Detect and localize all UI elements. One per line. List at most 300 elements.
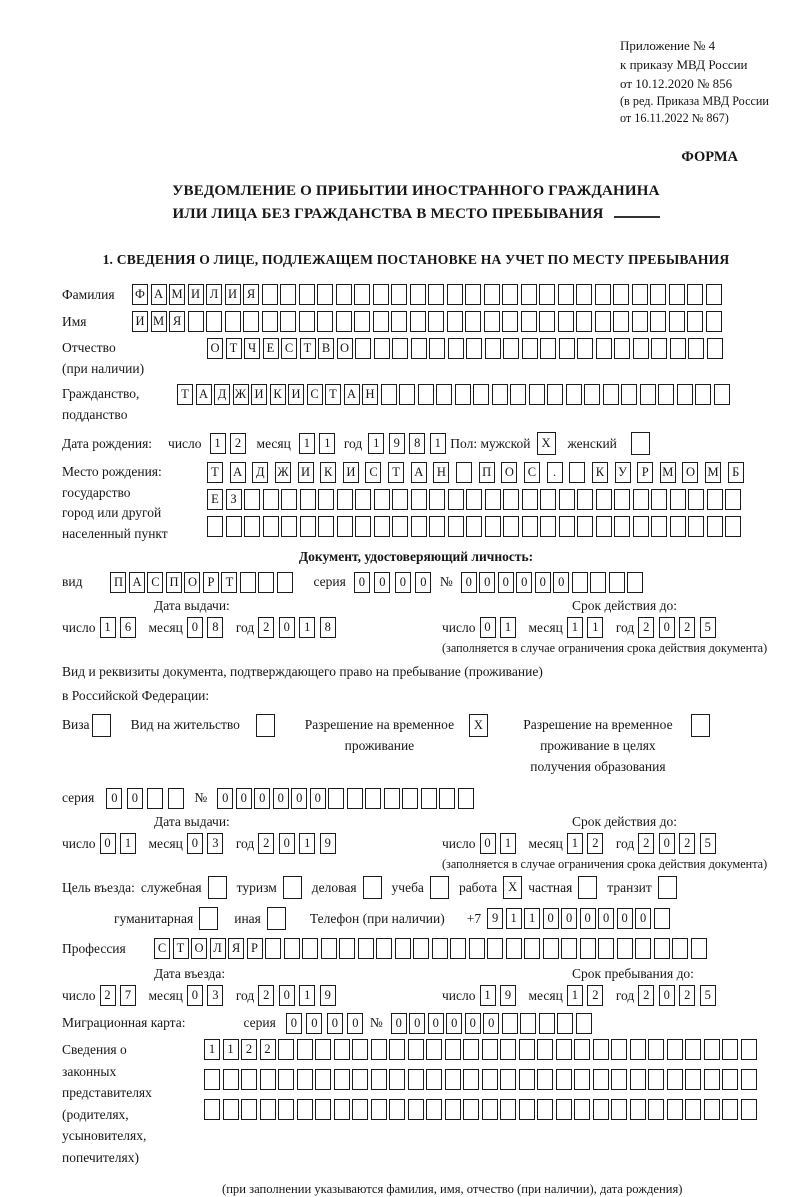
char-cell[interactable]: 2 [258, 833, 274, 854]
patronymic-cell[interactable]: О [207, 338, 223, 359]
char-cell[interactable] [576, 1013, 592, 1034]
profession-cell[interactable] [524, 938, 540, 959]
guardian-cell[interactable] [611, 1069, 627, 1090]
guardian-cell[interactable] [223, 1099, 239, 1120]
firstname-cell[interactable] [373, 311, 389, 332]
birthplace-cell[interactable] [651, 516, 667, 537]
citizenship-cell[interactable] [381, 384, 397, 405]
char-cell[interactable]: 2 [638, 617, 654, 638]
firstname-cell[interactable] [521, 311, 537, 332]
guardian-cell[interactable] [445, 1069, 461, 1090]
patronymic-cell[interactable] [448, 338, 464, 359]
guardian-cell[interactable]: 1 [204, 1039, 220, 1060]
firstname-cell[interactable] [650, 311, 666, 332]
birthplace-cell[interactable] [355, 489, 371, 510]
birth-day-cell[interactable]: 1 [210, 433, 226, 454]
guardian-cell[interactable] [463, 1069, 479, 1090]
birthplace-cell[interactable]: Б [728, 462, 744, 483]
guardian-cell[interactable] [278, 1039, 294, 1060]
firstname-cell[interactable] [595, 311, 611, 332]
doc-number-cell[interactable] [627, 572, 643, 593]
char-cell[interactable] [363, 876, 382, 899]
birthplace-cell[interactable]: Р [637, 462, 653, 483]
citizenship-cell[interactable] [492, 384, 508, 405]
char-cell[interactable]: 2 [258, 617, 274, 638]
phone-cell[interactable]: 1 [506, 908, 522, 929]
char-cell[interactable]: 0 [480, 833, 496, 854]
firstname-cell[interactable] [465, 311, 481, 332]
birthplace-cell[interactable] [392, 516, 408, 537]
surname-cell[interactable] [613, 284, 629, 305]
char-cell[interactable]: 6 [120, 617, 136, 638]
birthplace-cell[interactable]: Д [252, 462, 268, 483]
patronymic-cell[interactable]: О [337, 338, 353, 359]
surname-cell[interactable] [502, 284, 518, 305]
char-cell[interactable]: 0 [327, 1013, 343, 1034]
birthplace-cell[interactable] [540, 516, 556, 537]
profession-cell[interactable]: О [191, 938, 207, 959]
patronymic-cell[interactable] [707, 338, 723, 359]
char-cell[interactable]: 1 [587, 617, 603, 638]
guardian-cell[interactable] [500, 1099, 516, 1120]
birth-year-cell[interactable]: 8 [409, 433, 425, 454]
char-cell[interactable]: 1 [299, 617, 315, 638]
doc-series-cell[interactable]: 0 [395, 572, 411, 593]
surname-cell[interactable] [428, 284, 444, 305]
char-cell[interactable]: 2 [587, 985, 603, 1006]
doc-kind-cell[interactable]: А [129, 572, 145, 593]
char-cell[interactable]: 0 [483, 1013, 499, 1034]
birthplace-cell[interactable]: К [320, 462, 336, 483]
birthplace-cell[interactable]: Ж [275, 462, 291, 483]
firstname-cell[interactable] [225, 311, 241, 332]
guardian-cell[interactable] [260, 1069, 276, 1090]
patronymic-cell[interactable] [503, 338, 519, 359]
patronymic-cell[interactable]: Т [226, 338, 242, 359]
doc-number-cell[interactable]: 0 [479, 572, 495, 593]
firstname-cell[interactable] [502, 311, 518, 332]
profession-cell[interactable] [469, 938, 485, 959]
doc-kind-cell[interactable] [277, 572, 293, 593]
birthplace-cell[interactable] [485, 516, 501, 537]
birthplace-cell[interactable] [577, 516, 593, 537]
birthplace-cell[interactable] [670, 489, 686, 510]
profession-cell[interactable] [284, 938, 300, 959]
birthplace-cell[interactable]: И [343, 462, 359, 483]
guardian-cell[interactable] [556, 1099, 572, 1120]
patronymic-cell[interactable]: С [281, 338, 297, 359]
guardian-cell[interactable] [574, 1039, 590, 1060]
citizenship-cell[interactable] [695, 384, 711, 405]
char-cell[interactable] [421, 788, 437, 809]
char-cell[interactable]: 2 [638, 833, 654, 854]
surname-cell[interactable] [447, 284, 463, 305]
guardian-cell[interactable]: 2 [241, 1039, 257, 1060]
citizenship-cell[interactable] [584, 384, 600, 405]
birthplace-cell[interactable] [429, 489, 445, 510]
birthplace-cell[interactable] [411, 516, 427, 537]
char-cell[interactable] [92, 714, 111, 737]
guardian-cell[interactable] [482, 1069, 498, 1090]
birthplace-cell[interactable] [569, 462, 585, 483]
birthplace-cell[interactable]: П [479, 462, 495, 483]
char-cell[interactable]: 0 [217, 788, 233, 809]
char-cell[interactable]: 0 [291, 788, 307, 809]
char-cell[interactable]: 1 [500, 833, 516, 854]
char-cell[interactable]: 0 [187, 985, 203, 1006]
guardian-cell[interactable] [297, 1069, 313, 1090]
surname-cell[interactable] [650, 284, 666, 305]
birthplace-cell[interactable] [263, 489, 279, 510]
female-checkbox-cell[interactable] [631, 432, 650, 455]
patronymic-cell[interactable] [540, 338, 556, 359]
guardian-cell[interactable] [463, 1099, 479, 1120]
char-cell[interactable]: 0 [659, 617, 675, 638]
char-cell[interactable]: 0 [127, 788, 143, 809]
char-cell[interactable]: 0 [279, 985, 295, 1006]
birthplace-cell[interactable] [466, 489, 482, 510]
guardian-cell[interactable] [519, 1039, 535, 1060]
patronymic-cell[interactable]: Ч [244, 338, 260, 359]
doc-kind-cell[interactable] [258, 572, 274, 593]
char-cell[interactable]: 5 [700, 617, 716, 638]
char-cell[interactable] [384, 788, 400, 809]
surname-cell[interactable] [687, 284, 703, 305]
char-cell[interactable] [691, 714, 710, 737]
char-cell[interactable]: 0 [273, 788, 289, 809]
profession-cell[interactable]: Л [210, 938, 226, 959]
citizenship-cell[interactable]: А [196, 384, 212, 405]
guardian-cell[interactable] [667, 1099, 683, 1120]
char-cell[interactable] [430, 876, 449, 899]
doc-number-cell[interactable] [609, 572, 625, 593]
char-cell[interactable]: 2 [100, 985, 116, 1006]
guardian-cell[interactable] [704, 1069, 720, 1090]
patronymic-cell[interactable] [688, 338, 704, 359]
guardian-cell[interactable] [463, 1039, 479, 1060]
doc-kind-cell[interactable]: П [110, 572, 126, 593]
char-cell[interactable]: 7 [120, 985, 136, 1006]
birthplace-cell[interactable]: С [365, 462, 381, 483]
birthplace-cell[interactable] [707, 489, 723, 510]
profession-cell[interactable]: Т [173, 938, 189, 959]
profession-cell[interactable] [617, 938, 633, 959]
patronymic-cell[interactable] [429, 338, 445, 359]
guardian-cell[interactable] [519, 1069, 535, 1090]
birthplace-cell[interactable] [614, 489, 630, 510]
guardian-cell[interactable] [334, 1039, 350, 1060]
guardian-cell[interactable] [352, 1069, 368, 1090]
char-cell[interactable]: 0 [279, 617, 295, 638]
guardian-cell[interactable] [426, 1099, 442, 1120]
char-cell[interactable]: 5 [700, 985, 716, 1006]
birthplace-cell[interactable] [300, 489, 316, 510]
char-cell[interactable] [439, 788, 455, 809]
char-cell[interactable]: 0 [347, 1013, 363, 1034]
birthplace-cell[interactable] [725, 489, 741, 510]
birthplace-cell[interactable]: М [705, 462, 721, 483]
char-cell[interactable] [458, 788, 474, 809]
birthplace-cell[interactable] [318, 516, 334, 537]
patronymic-cell[interactable] [559, 338, 575, 359]
patronymic-cell[interactable] [596, 338, 612, 359]
char-cell[interactable]: 5 [700, 833, 716, 854]
surname-cell[interactable] [410, 284, 426, 305]
phone-cell[interactable] [654, 908, 670, 929]
surname-cell[interactable] [576, 284, 592, 305]
char-cell[interactable]: 3 [207, 833, 223, 854]
char-cell[interactable]: 0 [659, 833, 675, 854]
birthplace-cell[interactable] [263, 516, 279, 537]
profession-cell[interactable] [598, 938, 614, 959]
surname-cell[interactable] [632, 284, 648, 305]
birthplace-cell[interactable] [318, 489, 334, 510]
guardian-cell[interactable] [519, 1099, 535, 1120]
guardian-cell[interactable] [574, 1069, 590, 1090]
phone-cell[interactable]: 9 [487, 908, 503, 929]
firstname-cell[interactable] [354, 311, 370, 332]
birth-year-cell[interactable]: 1 [430, 433, 446, 454]
char-cell[interactable]: 8 [207, 617, 223, 638]
guardian-cell[interactable] [556, 1039, 572, 1060]
citizenship-cell[interactable]: К [270, 384, 286, 405]
birthplace-cell[interactable]: О [501, 462, 517, 483]
surname-cell[interactable]: И [225, 284, 241, 305]
char-cell[interactable]: 0 [391, 1013, 407, 1034]
doc-kind-cell[interactable]: Т [221, 572, 237, 593]
guardian-cell[interactable] [630, 1099, 646, 1120]
guardian-cell[interactable] [648, 1069, 664, 1090]
guardian-cell[interactable] [371, 1039, 387, 1060]
profession-cell[interactable] [321, 938, 337, 959]
birthplace-cell[interactable] [559, 489, 575, 510]
firstname-cell[interactable] [317, 311, 333, 332]
guardian-cell[interactable]: 1 [223, 1039, 239, 1060]
char-cell[interactable]: 0 [465, 1013, 481, 1034]
char-cell[interactable]: 1 [299, 833, 315, 854]
char-cell[interactable] [402, 788, 418, 809]
surname-cell[interactable] [669, 284, 685, 305]
patronymic-cell[interactable] [485, 338, 501, 359]
profession-cell[interactable] [506, 938, 522, 959]
firstname-cell[interactable]: М [151, 311, 167, 332]
birthplace-cell[interactable] [281, 516, 297, 537]
birthplace-cell[interactable]: З [226, 489, 242, 510]
guardian-cell[interactable] [722, 1099, 738, 1120]
char-cell[interactable]: 0 [428, 1013, 444, 1034]
firstname-cell[interactable] [669, 311, 685, 332]
surname-cell[interactable] [391, 284, 407, 305]
char-cell[interactable] [658, 876, 677, 899]
guardian-cell[interactable] [408, 1069, 424, 1090]
doc-number-cell[interactable]: 0 [516, 572, 532, 593]
guardian-cell[interactable] [297, 1039, 313, 1060]
birth-year-cell[interactable]: 1 [368, 433, 384, 454]
patronymic-cell[interactable] [355, 338, 371, 359]
birthplace-cell[interactable] [207, 516, 223, 537]
birthplace-cell[interactable]: А [411, 462, 427, 483]
male-checkbox-cell[interactable]: X [537, 432, 556, 455]
birthplace-cell[interactable] [337, 489, 353, 510]
guardian-cell[interactable] [593, 1069, 609, 1090]
char-cell[interactable] [347, 788, 363, 809]
profession-cell[interactable] [635, 938, 651, 959]
doc-number-cell[interactable]: 0 [498, 572, 514, 593]
doc-kind-cell[interactable]: О [184, 572, 200, 593]
char-cell[interactable]: 9 [500, 985, 516, 1006]
char-cell[interactable]: 0 [480, 617, 496, 638]
guardian-cell[interactable] [537, 1069, 553, 1090]
birthplace-cell[interactable] [300, 516, 316, 537]
char-cell[interactable] [283, 876, 302, 899]
char-cell[interactable] [520, 1013, 536, 1034]
patronymic-cell[interactable] [577, 338, 593, 359]
char-cell[interactable] [578, 876, 597, 899]
birthplace-cell[interactable] [448, 489, 464, 510]
char-cell[interactable]: 1 [299, 985, 315, 1006]
guardian-cell[interactable] [426, 1069, 442, 1090]
guardian-cell[interactable] [667, 1039, 683, 1060]
char-cell[interactable]: 2 [587, 833, 603, 854]
citizenship-cell[interactable] [510, 384, 526, 405]
citizenship-cell[interactable]: И [288, 384, 304, 405]
char-cell[interactable]: 2 [679, 617, 695, 638]
doc-number-cell[interactable]: 0 [535, 572, 551, 593]
surname-cell[interactable] [465, 284, 481, 305]
birthplace-cell[interactable]: С [524, 462, 540, 483]
firstname-cell[interactable] [206, 311, 222, 332]
profession-cell[interactable]: С [154, 938, 170, 959]
birthplace-cell[interactable] [337, 516, 353, 537]
patronymic-cell[interactable]: Е [263, 338, 279, 359]
char-cell[interactable]: 1 [100, 617, 116, 638]
birthplace-cell[interactable] [355, 516, 371, 537]
birthplace-cell[interactable] [596, 489, 612, 510]
birthplace-cell[interactable] [670, 516, 686, 537]
firstname-cell[interactable] [632, 311, 648, 332]
guardian-cell[interactable] [667, 1069, 683, 1090]
profession-cell[interactable] [413, 938, 429, 959]
patronymic-cell[interactable]: Т [300, 338, 316, 359]
birthplace-cell[interactable]: Т [207, 462, 223, 483]
profession-cell[interactable] [302, 938, 318, 959]
citizenship-cell[interactable] [547, 384, 563, 405]
profession-cell[interactable] [265, 938, 281, 959]
guardian-cell[interactable] [537, 1099, 553, 1120]
birthplace-cell[interactable]: Н [433, 462, 449, 483]
char-cell[interactable]: 1 [567, 985, 583, 1006]
surname-cell[interactable]: М [169, 284, 185, 305]
guardian-cell[interactable] [630, 1069, 646, 1090]
birthplace-cell[interactable] [688, 489, 704, 510]
guardian-cell[interactable] [445, 1099, 461, 1120]
birthplace-cell[interactable] [392, 489, 408, 510]
surname-cell[interactable] [539, 284, 555, 305]
guardian-cell[interactable] [260, 1099, 276, 1120]
firstname-cell[interactable] [576, 311, 592, 332]
birthplace-cell[interactable] [226, 516, 242, 537]
surname-cell[interactable] [595, 284, 611, 305]
char-cell[interactable]: 0 [236, 788, 252, 809]
citizenship-cell[interactable] [436, 384, 452, 405]
citizenship-cell[interactable] [418, 384, 434, 405]
firstname-cell[interactable] [558, 311, 574, 332]
guardian-cell[interactable] [500, 1039, 516, 1060]
profession-cell[interactable] [339, 938, 355, 959]
citizenship-cell[interactable]: Т [177, 384, 193, 405]
char-cell[interactable] [502, 1013, 518, 1034]
surname-cell[interactable] [262, 284, 278, 305]
doc-kind-cell[interactable]: С [147, 572, 163, 593]
phone-cell[interactable]: 0 [543, 908, 559, 929]
birth-month-cell[interactable]: 1 [319, 433, 335, 454]
char-cell[interactable] [539, 1013, 555, 1034]
profession-cell[interactable] [672, 938, 688, 959]
birthplace-cell[interactable] [559, 516, 575, 537]
guardian-cell[interactable] [352, 1099, 368, 1120]
phone-cell[interactable]: 0 [617, 908, 633, 929]
surname-cell[interactable]: Ф [132, 284, 148, 305]
guardian-cell[interactable] [426, 1039, 442, 1060]
birthplace-cell[interactable]: Т [388, 462, 404, 483]
guardian-cell[interactable] [593, 1099, 609, 1120]
doc-series-cell[interactable]: 0 [374, 572, 390, 593]
birthplace-cell[interactable] [466, 516, 482, 537]
char-cell[interactable] [328, 788, 344, 809]
surname-cell[interactable] [706, 284, 722, 305]
firstname-cell[interactable] [428, 311, 444, 332]
firstname-cell[interactable]: И [132, 311, 148, 332]
firstname-cell[interactable] [484, 311, 500, 332]
char-cell[interactable]: 1 [480, 985, 496, 1006]
guardian-cell[interactable] [223, 1069, 239, 1090]
profession-cell[interactable] [543, 938, 559, 959]
profession-cell[interactable] [432, 938, 448, 959]
firstname-cell[interactable]: Я [169, 311, 185, 332]
birthplace-cell[interactable]: М [660, 462, 676, 483]
guardian-cell[interactable] [297, 1099, 313, 1120]
patronymic-cell[interactable] [411, 338, 427, 359]
guardian-cell[interactable] [389, 1039, 405, 1060]
profession-cell[interactable] [395, 938, 411, 959]
birthplace-cell[interactable] [651, 489, 667, 510]
birthplace-cell[interactable] [485, 489, 501, 510]
char-cell[interactable]: 0 [286, 1013, 302, 1034]
char-cell[interactable]: 0 [310, 788, 326, 809]
char-cell[interactable]: 0 [279, 833, 295, 854]
guardian-cell[interactable] [741, 1039, 757, 1060]
profession-cell[interactable] [654, 938, 670, 959]
guardian-cell[interactable] [648, 1099, 664, 1120]
doc-series-cell[interactable]: 0 [415, 572, 431, 593]
phone-cell[interactable]: 0 [561, 908, 577, 929]
char-cell[interactable] [365, 788, 381, 809]
citizenship-cell[interactable] [473, 384, 489, 405]
surname-cell[interactable] [280, 284, 296, 305]
citizenship-cell[interactable] [640, 384, 656, 405]
surname-cell[interactable] [317, 284, 333, 305]
char-cell[interactable]: 2 [679, 833, 695, 854]
birthplace-cell[interactable] [614, 516, 630, 537]
patronymic-cell[interactable] [392, 338, 408, 359]
firstname-cell[interactable] [447, 311, 463, 332]
birthplace-cell[interactable] [281, 489, 297, 510]
citizenship-cell[interactable] [455, 384, 471, 405]
doc-number-cell[interactable] [590, 572, 606, 593]
firstname-cell[interactable] [706, 311, 722, 332]
patronymic-cell[interactable] [651, 338, 667, 359]
birthplace-cell[interactable] [429, 516, 445, 537]
